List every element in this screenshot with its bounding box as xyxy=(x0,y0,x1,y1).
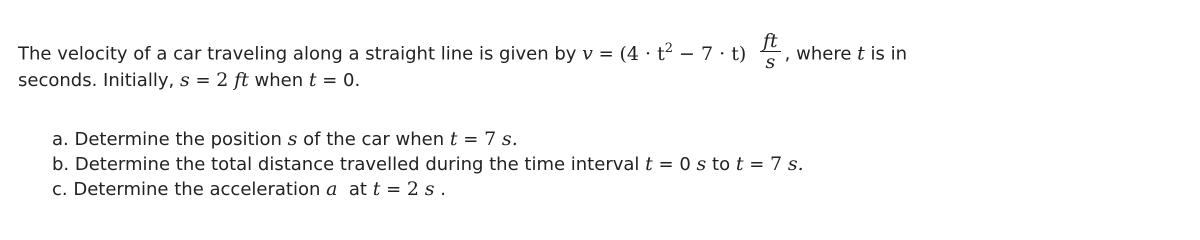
initial-condition-line xyxy=(18,69,360,92)
comma: , xyxy=(784,43,791,65)
period: . xyxy=(440,179,446,200)
time-variable: t xyxy=(308,69,317,91)
equals-sign: = xyxy=(463,129,479,150)
velocity-expression-open xyxy=(619,40,747,65)
question-text: a. Determine the position xyxy=(52,129,282,150)
velocity-variable: v xyxy=(582,42,593,65)
initial-text: seconds. Initially, xyxy=(18,70,175,91)
period: . xyxy=(797,153,804,175)
period: . xyxy=(511,128,518,150)
time-value: 2 xyxy=(406,178,420,200)
equals-sign: = xyxy=(195,70,211,91)
time-variable: t xyxy=(449,128,458,150)
start-time: = 0 xyxy=(658,154,691,175)
equals-sign: = xyxy=(749,154,765,175)
intro-text: The velocity of a car traveling along a straight line is given by xyxy=(18,43,577,65)
position-variable: s xyxy=(179,69,190,91)
time-unit: s xyxy=(424,178,435,200)
initial-unit: ft xyxy=(234,69,249,91)
exponent: 2 xyxy=(664,40,673,56)
time-unit xyxy=(788,153,804,175)
unit-fraction xyxy=(760,31,781,72)
question-a xyxy=(52,127,804,152)
is-in-text: is in xyxy=(870,43,908,65)
where-text: where xyxy=(796,43,852,65)
time-value: 7 xyxy=(484,128,497,150)
end-time-value: 7 xyxy=(770,153,783,175)
expression-part: (4 · t xyxy=(619,42,665,65)
when-text: when xyxy=(254,70,304,91)
time-unit xyxy=(502,128,518,150)
question-text: c. Determine the acceleration xyxy=(52,179,321,200)
question-text: of the car when xyxy=(303,129,445,150)
question-c xyxy=(52,177,804,202)
unit-numerator: ft xyxy=(760,31,781,52)
time-variable: t xyxy=(735,153,744,175)
unit: s xyxy=(501,128,512,150)
acceleration-variable: a xyxy=(326,178,338,200)
question-text: b. Determine the total distance travelled during the time interval xyxy=(52,154,640,175)
position-variable: s xyxy=(287,128,298,150)
expression-rest: − 7 · t) xyxy=(673,42,747,65)
time-variable: t xyxy=(372,178,381,200)
unit-denominator: s xyxy=(765,51,776,73)
to-text: to xyxy=(712,154,731,175)
unit: s xyxy=(787,153,798,175)
time-variable: t xyxy=(645,153,653,175)
time-variable: t xyxy=(857,42,865,65)
question-b xyxy=(52,152,804,177)
question-list xyxy=(52,127,804,202)
equals-sign: = xyxy=(598,43,614,65)
equals-sign: = xyxy=(386,179,402,200)
at-text: at xyxy=(348,179,367,200)
initial-value: 2 xyxy=(216,69,229,91)
time-unit: s xyxy=(696,153,707,175)
initial-time-condition: = 0. xyxy=(322,70,361,91)
